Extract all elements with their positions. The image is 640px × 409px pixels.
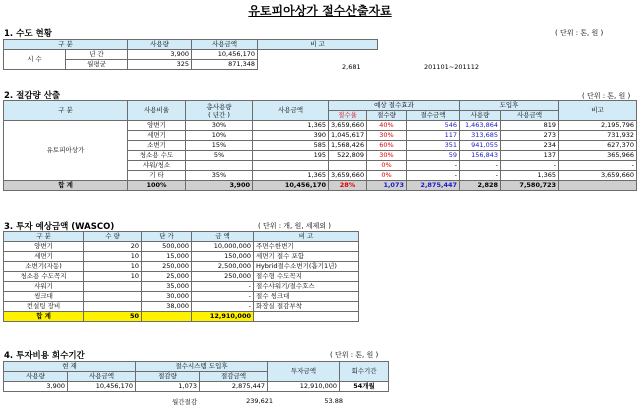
cell-amount: - [192, 292, 254, 302]
header-savemoney: 절수금액 [407, 111, 460, 121]
header-rate: 절수율 [329, 111, 367, 121]
row-label: 기 타 [128, 171, 186, 181]
cell-savemoney: - [460, 171, 501, 181]
cell-qty: 20 [84, 242, 142, 252]
cell-save: 59 [407, 151, 460, 161]
row-label: 씽크대 [4, 292, 84, 302]
table-row [4, 272, 359, 282]
cell-note: 절수샤워기/절수호스 [254, 282, 359, 292]
header-note: 비고 [559, 101, 637, 121]
row-label: 년 간 [66, 50, 128, 60]
cell-ratio: 10% [186, 131, 253, 141]
row-label: 양변기 [128, 121, 186, 131]
cell-savemoney: 156,843 [460, 151, 501, 161]
header-invest: 투자금액 [268, 362, 340, 382]
header-note: 비 고 [258, 40, 378, 50]
table-row [4, 302, 359, 312]
savings-table [3, 100, 637, 191]
total-label: 합 계 [4, 181, 128, 191]
cell-rate: 30% [367, 151, 407, 161]
total-ratio: 100% [128, 181, 186, 191]
cell-qty: 10 [84, 272, 142, 282]
header-savemoney: 절감금액 [200, 372, 268, 382]
table-row [4, 252, 359, 262]
cell-period: 54개월 [340, 382, 389, 392]
row-label: 양변기 [4, 242, 84, 252]
cell-save: 351 [407, 141, 460, 151]
total-price [142, 312, 192, 322]
group-label: 유토피아상가 [4, 121, 128, 181]
cell-total: 1,365 [253, 171, 329, 181]
page-title: 유토피아상가 절수산출자료 [248, 4, 392, 18]
cell-savemoney: 2,875,447 [200, 382, 268, 392]
cell-use: 234 [501, 141, 559, 151]
cell-total: 390 [253, 131, 329, 141]
cell-qty [84, 292, 142, 302]
cell-qty: 10 [84, 262, 142, 272]
cell-ratio: 30% [186, 121, 253, 131]
monthly-label: 월간절감 [172, 398, 198, 406]
total-save: 1,073 [367, 181, 407, 191]
section-3-unit: ( 단위 : 개, 원, 세제외 ) [258, 222, 331, 230]
cell-price: 500,000 [142, 242, 192, 252]
header-gubun: 구 분 [4, 40, 128, 50]
cell-amount: 10,000,000 [192, 242, 254, 252]
cell-rate: 0% [367, 161, 407, 171]
row-label: 청소용 수도 [128, 151, 186, 161]
cell-ratio: 5% [186, 151, 253, 161]
cell-use: - [501, 161, 559, 171]
cell-total: 585 [253, 141, 329, 151]
header-usemoney: 사용금액 [501, 111, 559, 121]
header-after: 도입후 [460, 101, 559, 111]
cell-note: 주면수한변기 [254, 242, 359, 252]
row-label: 세면기 [4, 252, 84, 262]
header-amount: 금 액 [192, 232, 254, 242]
cell-savemoney: 1,463,864 [460, 121, 501, 131]
cell-amount: 250,000 [192, 272, 254, 282]
cell-rate: 0% [367, 171, 407, 181]
cell-use: 273 [501, 131, 559, 141]
note-value: 2,681 [342, 63, 361, 71]
row-label: 월평균 [66, 60, 128, 70]
cell-save: 546 [407, 121, 460, 131]
table-row [4, 382, 389, 392]
total-label: 합 계 [4, 312, 84, 322]
cell-note: 세면기 절수 포함 [254, 252, 359, 262]
cell-money: 3,659,660 [329, 121, 367, 131]
cell-note: Hybrid절수소변기(흡기1년) [254, 262, 359, 272]
table-row [4, 50, 378, 60]
cell-price: 25,000 [142, 272, 192, 282]
total-qty: 50 [84, 312, 142, 322]
cell-money: 522,809 [329, 151, 367, 161]
cell-saveamount: 1,073 [136, 382, 200, 392]
section-3-heading: 3. 투자 예상금액 (WASCO) [4, 222, 115, 232]
header-price: 단 가 [142, 232, 192, 242]
cell-ratio: 35% [186, 171, 253, 181]
header-gubun: 구 분 [4, 232, 84, 242]
cell-amount: 3,900 [128, 50, 192, 60]
cell-usemoney: 2,195,796 [559, 121, 637, 131]
table-row [4, 282, 359, 292]
cell-money: 1,045,617 [329, 131, 367, 141]
total-use: 2,828 [460, 181, 501, 191]
table-row [4, 121, 637, 131]
cell-save: 117 [407, 131, 460, 141]
header-total: 총사용량 ( 년간 ) [186, 101, 253, 121]
cell-use: 1,365 [501, 171, 559, 181]
cell-amount: 150,000 [192, 252, 254, 262]
total-row [4, 181, 637, 191]
total-rate: 28% [329, 181, 367, 191]
section-1-unit: ( 단위 : 톤, 원 ) [555, 29, 604, 37]
row-label: 소변기 [128, 141, 186, 151]
cell-note: 화장실 절감부착 [254, 302, 359, 312]
cell-money [329, 161, 367, 171]
total-note [254, 312, 359, 322]
cell-savemoney: - [460, 161, 501, 171]
cell-amount: - [192, 282, 254, 292]
cell-amount: - [192, 302, 254, 312]
cell-money: 10,456,170 [68, 382, 136, 392]
cell-note: 절수 씽크대 [254, 292, 359, 302]
section-4-unit: ( 단위 : 톤, 원 ) [330, 351, 379, 359]
water-status-table [3, 39, 378, 70]
cell-note [258, 50, 378, 60]
row-label: 소변기(자동) [4, 262, 84, 272]
header-saveamount: 절감량 [136, 372, 200, 382]
section-1-heading: 1. 수도 현황 [4, 29, 52, 39]
row-label: 컨설팅 장비 [4, 302, 84, 312]
cell-savemoney: 313,685 [460, 131, 501, 141]
header-ratio: 사용비율 [128, 101, 186, 121]
cell-total: 195 [253, 151, 329, 161]
header-period: 회수기간 [340, 362, 389, 382]
row-label: 샤워/청소 [128, 161, 186, 171]
cell-price: 35,000 [142, 282, 192, 292]
row-label: 청소용 수도꼭지 [4, 272, 84, 282]
header-gubun: 구 분 [4, 101, 128, 121]
cell-usemoney: 3,659,660 [559, 171, 637, 181]
investment-table [3, 231, 359, 322]
header-money: 사용금액 [68, 372, 136, 382]
cell-total [253, 161, 329, 171]
header-effect: 예상 절수효과 [329, 101, 460, 111]
section-2-unit: ( 단위 : 톤, 원 ) [582, 92, 631, 100]
cell-save: - [407, 161, 460, 171]
cell-price: 38,000 [142, 302, 192, 312]
cell-use: 819 [501, 121, 559, 131]
cell-money: 1,568,426 [329, 141, 367, 151]
cell-total: 1,365 [253, 121, 329, 131]
cell-price: 250,000 [142, 262, 192, 272]
cell-money: 10,456,170 [192, 50, 258, 60]
row-label: 샤워기 [4, 282, 84, 292]
monthly-money: 239,621 [246, 397, 273, 405]
header-amount: 사용량 [4, 372, 68, 382]
cell-qty [84, 302, 142, 312]
table-row [4, 292, 359, 302]
cell-savemoney: 941,055 [460, 141, 501, 151]
total-usemoney: 7,580,723 [501, 181, 559, 191]
cell-ratio: 15% [186, 141, 253, 151]
cell-qty [84, 282, 142, 292]
payback-table [3, 361, 389, 392]
total-total: 3,900 [186, 181, 253, 191]
cell-amount: 325 [128, 60, 192, 70]
cell-amount: 2,500,000 [192, 262, 254, 272]
note-period: 201101~201112 [424, 63, 480, 71]
cell-note: 절수형 수도꼭지 [254, 272, 359, 282]
header-after: 절수시스템 도입후 [136, 362, 268, 372]
section-4-heading: 4. 투자비용 회수기간 [4, 351, 85, 361]
header-use: 사용량 [460, 111, 501, 121]
cell-money: 3,659,660 [329, 171, 367, 181]
cell-usemoney: 627,370 [559, 141, 637, 151]
section-2-heading: 2. 절감량 산출 [4, 91, 61, 101]
cell-usemoney: 365,966 [559, 151, 637, 161]
total-money: 10,456,170 [253, 181, 329, 191]
cell-invest: 12,910,000 [268, 382, 340, 392]
cell-rate: 60% [367, 141, 407, 151]
total-savemoney: 2,875,447 [407, 181, 460, 191]
cell-usemoney: 731,932 [559, 131, 637, 141]
table-row [4, 242, 359, 252]
cell-ratio [186, 161, 253, 171]
header-current: 현 재 [4, 362, 136, 372]
cell-qty: 10 [84, 252, 142, 262]
total-amount: 12,910,000 [192, 312, 254, 322]
header-amount: 사용량 [128, 40, 192, 50]
row-label: 세면기 [128, 131, 186, 141]
total-note [559, 181, 637, 191]
header-qty: 수 량 [84, 232, 142, 242]
cell-money: 871,348 [192, 60, 258, 70]
cell-amount: 3,900 [4, 382, 68, 392]
group-label: 시 수 [4, 50, 66, 70]
total-row [4, 312, 359, 322]
header-money: 사용금액 [253, 101, 329, 121]
cell-use: 137 [501, 151, 559, 161]
cell-price: 30,000 [142, 292, 192, 302]
cell-rate: 40% [367, 121, 407, 131]
cell-save: - [407, 171, 460, 181]
cell-rate: 30% [367, 131, 407, 141]
header-note: 비 고 [254, 232, 359, 242]
cell-price: 15,000 [142, 252, 192, 262]
header-save: 절수량 [367, 111, 407, 121]
cell-usemoney: - [559, 161, 637, 171]
monthly-months: 53.88 [324, 397, 343, 405]
table-row [4, 262, 359, 272]
header-money: 사용금액 [192, 40, 258, 50]
